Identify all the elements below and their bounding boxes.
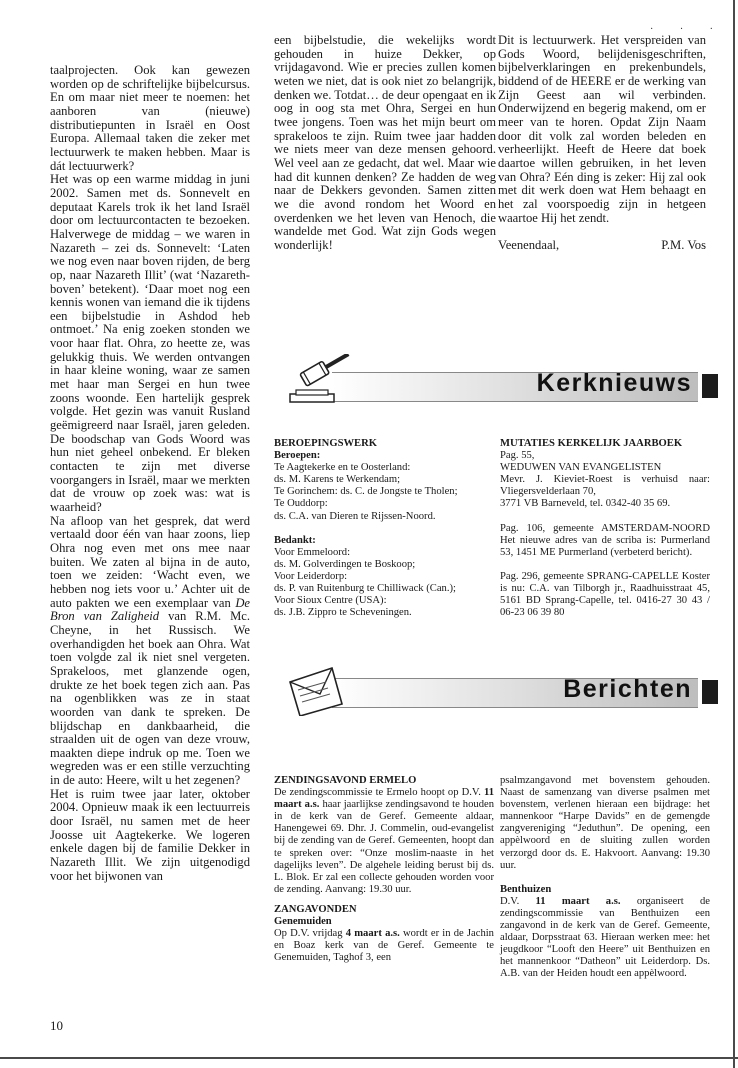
paragraph: [50, 515, 250, 788]
list-item: ds. J.B. Zippro te Scheveningen.: [274, 607, 412, 619]
scan-marks: · · ·: [650, 24, 725, 35]
section-title: ZENDINGSAVOND ERMELO: [274, 775, 417, 786]
paragraph: Het is ruim twee jaar later, oktober 2004. Opnieuw maak ik een lectuurreis door Israël, nu samen met de heer Joosse uit Aagtekerke. We logeren enkele dagen bij de familie Dekker in Nazareth Illit. We zijn uitgenodigd voor het bijwonen van: [50, 786, 250, 883]
berichten-banner: [282, 660, 722, 716]
mutaties-section: [500, 438, 710, 619]
event-date: 4 maart a.s.: [345, 928, 400, 940]
subheading: Genemuiden: [274, 916, 332, 928]
list-item: Pag. 55,: [500, 450, 535, 462]
beroepingswerk-section: [274, 438, 494, 619]
paragraph-text: van R.M. Mc. Cheyne, in het Russisch. We overhandigden het boek aan Ohra. Wat toen volgde zal ik niet snel vergeten. Sprakeloos, met glanzende ogen, drukte ze het boek tegen zich aan. Pas na ogenblikken was ze in staat woorden van dank te spreken. De blijdschap en dankbaarheid, die straalden uit de ogen van deze vrouw, maakten diepe indruk op me. Toen we wegreden was er een stille verzuchting in de auto: Heere, wilt u het zegenen?: [50, 609, 251, 788]
article-column-3: [498, 34, 706, 253]
list-item: Voor Sioux Centre (USA):: [274, 595, 387, 607]
list-item: 3771 VB Barneveld, tel. 0342-40 35 69.: [500, 498, 671, 510]
article-column-2: [274, 34, 496, 253]
page-frame-bottom: [0, 1057, 738, 1059]
paragraph: Dit is lectuurwerk. Het verspreiden van Gods Woord, belijdenisgeschriften, bijbelverklaringen en prekenbundels, biddend of de HEERE er de werking van Zijn Geest aan wil verbinden. Onderwijzend en begerig makend, om er meer van te horen. Opdat Zijn Naam door dit volk zal worden beleden en verheerlijkt. Heeft de Heere dat boek daartoe willen gebruiken, in het leven van Ohra? Eén ding is zeker: Hij zal ook met dit werk doen wat Hem behaagt en het zal voorspoedig zijn in hetgeen waartoe Hij het zendt.: [498, 33, 706, 225]
signature-place: Veenendaal,: [498, 238, 560, 253]
paragraph: taalprojecten. Ook kan gewezen worden op de schriftelijke bijbelcursus. En om maar niet meer te noemen: het aanboren van (nieuwe) distributiepunten in Israël en Oost Europa. Allemaal taken die zeker met lectuurwerk te maken hebben. Maar is dát lectuurwerk?: [50, 63, 250, 173]
paragraph-text: D.V.: [500, 895, 520, 907]
section-title: BEROEPINGSWERK: [274, 438, 378, 449]
list-item: Voor Emmeloord:: [274, 546, 351, 558]
paragraph: [274, 787, 494, 896]
signature-line: [498, 239, 706, 253]
list-item: ds. P. van Ruitenburg te Chilliwack (Can.);: [274, 583, 456, 595]
gavel-icon: [282, 354, 362, 410]
paragraph-text: organiseert de zendingscommissie van Benthuizen een zangavond in de kerk van de Geref. Gemeente, aldaar, Dorpsstraat 63. Hieraan werken mee: het jeugdkoor “Looft den Heere” uit Benthuizen en het mannenkoor “Datheon” uit Leiderdorp. Ds. A.B. van der Heiden houdt een appèlwoord.: [500, 895, 711, 980]
list-item: Te Ouddorp:: [274, 498, 328, 510]
page-frame-right: [733, 0, 735, 1068]
kerknieuws-banner: [282, 354, 722, 410]
list-item: Voor Leiderdorp:: [274, 570, 348, 582]
paragraph: een bijbelstudie, die wekelijks wordt gehouden in huize Dekker, op vrijdagavond. Wie er precies zullen komen weten we niet, dat is ook niet zo belangrijk, denken we. Totdat… de deur opengaat en ik oog in oog sta met Ohra, Sergei en hun twee jongens. Toen was het mijn beurt om sprakeloos te zijn. Ruim twee jaar hadden we niets meer van deze mensen gehoord. Wel veel aan ze gedacht, dat wel. Maar wie had dit kunnen denken? Ze hadden de weg naar de Dekkers gevonden. Samen zitten we die avond rondom het Woord en overdenken we het leven van Henoch, die wandelde met God. Wat zijn Gods wegen wonderlijk!: [274, 33, 497, 252]
event-date: 11 maart a.s.: [535, 895, 621, 907]
paragraph-text: Op D.V. vrijdag: [274, 928, 343, 940]
signature-name: P.M. Vos: [661, 238, 706, 253]
paragraph: Het was op een warme middag in juni 2002. Samen met ds. Sonnevelt en deputaat Karels trok ik het land Israël door om lectuurcontacten te bezoeken. Halverwege de middag – we waren in Nazareth – zei ds. Sonnevelt: ‘Laten we nog even naar boven rijden, de berg op, naar Nazareth Illit’ (wat ‘Nazareth-boven’ betekent). ‘Daar moet nog een kennis wonen van iemand die ik tijdens een bijbelstudie in Ashdod heb ontmoet.’ Na enig zoeken stonden we voor haar flat. Ohra, zo heette ze, was gelukkig thuis. We werden ontvangen in haar kleine woning, waar ze samen met haar man Sergei en hun twee zoons woonde. Een hartelijk gesprek volgde. Het gezin was vanuit Rusland geëmigreerd naar Israël, jaren geleden. De boodschap van Gods Woord was hun niet geheel onbekend. Er bleken contacten te zijn met diverse voorgangers in Israël, maar we merkten dat de vrouw op zoek was: wat is waarheid?: [50, 172, 250, 514]
paragraph: [274, 928, 494, 964]
envelope-icon: [282, 660, 362, 716]
book-title: De Bron van Zaligheid: [50, 595, 250, 624]
paragraph: Pag. 106, gemeente AMSTERDAM-NOORD Het nieuwe adres van de scriba is: Purmerland 53, 1451 ME Purmerland (verbeterd bericht).: [500, 522, 710, 558]
berichten-right-column: [500, 775, 710, 981]
page-number: 10: [50, 1018, 63, 1033]
event-date: 11 maart a.s.: [274, 787, 494, 811]
list-item: ds. C.A. van Dieren te Rijssen-Noord.: [274, 510, 436, 522]
subheading: Beroepen:: [274, 450, 321, 462]
list-item: ds. M. Karens te Werkendam;: [274, 474, 401, 486]
paragraph: Pag. 296, gemeente SPRANG-CAPELLE Koster is nu: C.A. van Tilborgh jr., Raadhuisstraat 45, 5161 BD Sprang-Capelle, tel. 0416-27 30 43 / 06-23 06 39 80: [500, 570, 710, 619]
paragraph-text: haar jaarlijkse zendingsavond te houden in de kerk van de Geref. Gemeente aldaar, Hanengewei 69. Dhr. J. Commelin, oud-evangelist bij de zending van de Geref. Gemeenten, hoopt dan te spreken over: “Onze moslim-naaste in het dagelijks leven”. De algehele leiding berust bij ds. L. Blok. Er zal een collecte gehouden worden voor de zending. Aanvang: 19.30 uur.: [274, 799, 494, 895]
list-item: ds. M. Golverdingen te Boskoop;: [274, 558, 416, 570]
banner-title: Berichten: [563, 675, 692, 703]
list-item: Mevr. J. Kieviet-Roest is verhuisd naar: Vliegersvelderlaan 70,: [500, 474, 710, 498]
banner-title: Kerknieuws: [536, 369, 692, 397]
list-item: WEDUWEN VAN EVANGELISTEN: [500, 462, 662, 474]
subheading: Benthuizen: [500, 883, 552, 895]
banner-block: [702, 680, 718, 704]
section-title: ZANGAVONDEN: [274, 903, 357, 915]
article-column-1: [50, 64, 250, 883]
list-item: Te Gorinchem: ds. C. de Jongste te Tholen;: [274, 486, 458, 498]
section-title: MUTATIES KERKELIJK JAARBOEK: [500, 438, 683, 449]
banner-block: [702, 374, 718, 398]
zendingsavond-section: [274, 775, 494, 964]
paragraph: psalmzangavond met bovenstem gehouden. Naast de samenzang van diverse psalmen met bovenstem, verlenen hieraan een bijdrage: het mannenkoor “Harpe Davids” en de gemengde zangvereniging “Jeduthun”. De opening, een appèlwoord en de sluiting zullen worden verzorgd door ds. E. Hakvoort. Aanvang: 19.30 uur.: [500, 775, 710, 871]
paragraph-text: Na afloop van het gesprek, dat werd vertaald door één van haar zoons, liep Ohra nog even met ons mee naar buiten. We zaten al bijna in de auto, toen we zeiden: ‘Wacht even, we hebben nog iets voor u.’ Achter uit de auto pakten we een exemplaar van: [50, 513, 250, 610]
paragraph-text: wordt er in de Jachin en Boaz kerk van de Geref. Gemeente te Genemuiden, Taghof 3, een: [274, 928, 494, 964]
list-item: Te Aagtekerke en te Oosterland:: [274, 462, 411, 474]
subheading: Bedankt:: [274, 534, 316, 546]
paragraph: [500, 896, 710, 981]
paragraph-text: De zendingscommissie te Ermelo hoopt op D.V.: [274, 787, 481, 799]
